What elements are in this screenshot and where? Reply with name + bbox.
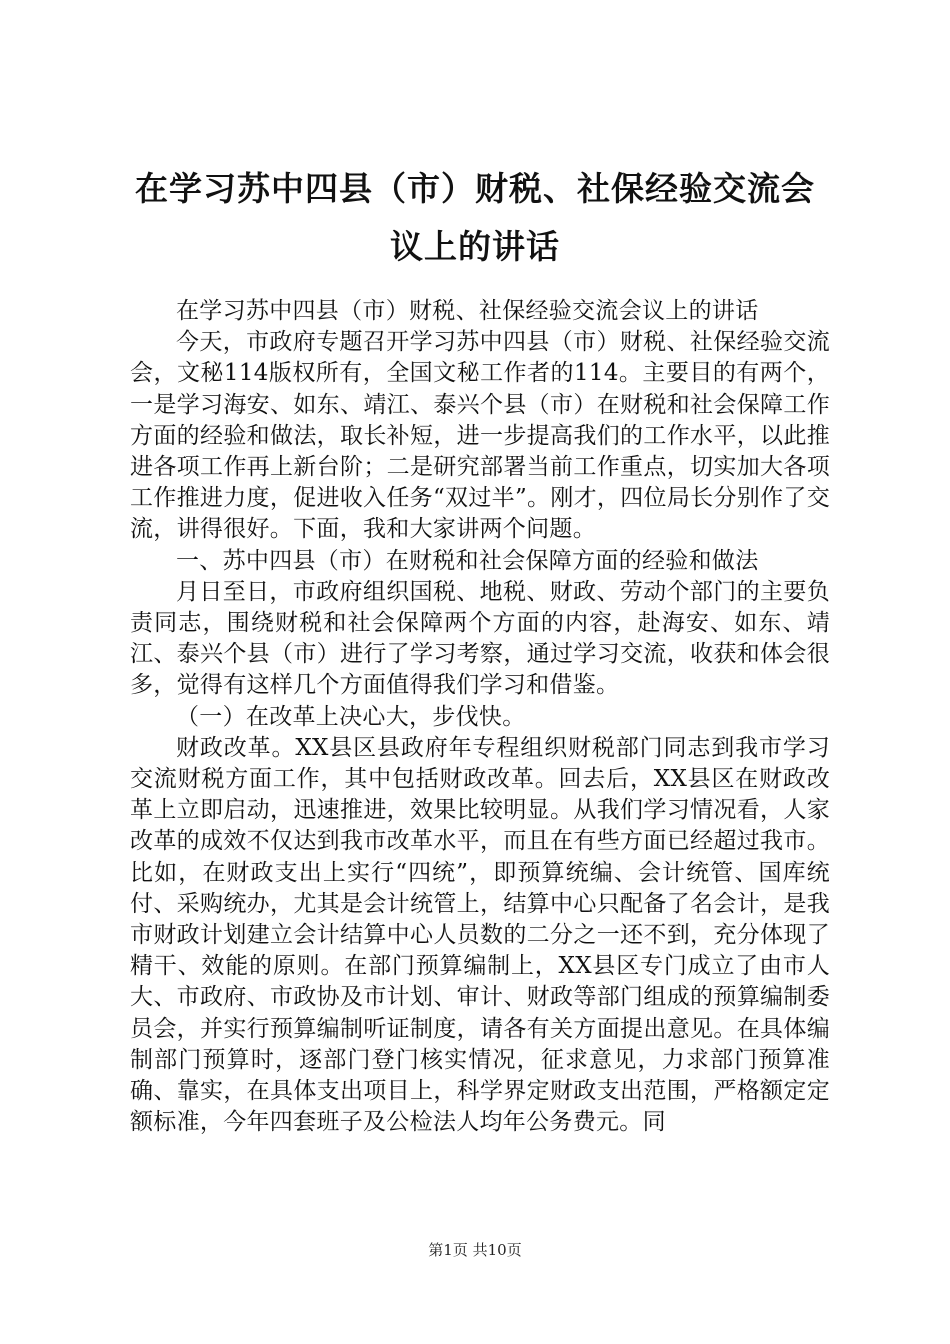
document-body: [130, 296, 830, 1138]
title-line-2: 议上的讲话: [390, 227, 560, 266]
section-heading-1: 一、苏中四县（市）在财税和社会保障方面的经验和做法: [176, 547, 759, 574]
title-line-1: 在学习苏中四县（市）财税、社保经验交流会: [135, 169, 815, 208]
paragraph-study-trip: 月日至日，市政府组织国税、地税、财政、劳动个部门的主要负责同志，围绕财税和社会保障两个方面的内容，赴海安、如东、靖江、泰兴个县（市）进行了学习考察，通过学习交流，收获和体会很多，觉得有这样几个方面值得我们学习和借鉴。: [130, 578, 830, 699]
page-footer: 第1页 共10页: [428, 1241, 522, 1259]
paragraph-intro: 今天，市政府专题召开学习苏中四县（市）财税、社保经验交流会，文秘114版权所有，全国文秘工作者的114。主要目的有两个，一是学习海安、如东、靖江、泰兴个县（市）在财税和社会保障工作方面的经验和做法，取长补短，进一步提高我们的工作水平，以此推进各项工作再上新台阶；二是研究部署当前工作重点，切实加大各项工作推进力度，促进收入任务“双过半”。刚才，四位局长分别作了交流，讲得很好。下面，我和大家讲两个问题。: [130, 329, 830, 543]
paragraph-fiscal-reform: 财政改革。XX县区县政府年专程组织财税部门同志到我市学习交流财税方面工作，其中包括财政改革。回去后，XX县区在财政改革上立即启动，迅速推进，效果比较明显。从我们学习情况看，人家改革的成效不仅达到我市改革水平，而且在有些方面已经超过我市。比如，在财政支出上实行“四统”，即预算统编、会计统管、国库统付、采购统办，尤其是会计统管上，结算中心只配备了名会计，是我市财政计划建立会计结算中心人员数的二分之一还不到，充分体现了精干、效能的原则。在部门预算编制上，XX县区专门成立了由市人大、市政府、市政协及市计划、审计、财政等部门组成的预算编制委员会，并实行预算编制听证制度，请各有关方面提出意见。在具体编制部门预算时，逐部门登门核实情况，征求意见，力求部门预算准确、靠实，在具体支出项目上，科学界定财政支出范围，严格额定定额标准，今年四套班子及公检法人均年公务费元。同: [130, 734, 830, 1136]
document-title: [110, 160, 840, 276]
subsection-heading-1: （一）在改革上决心大，步伐快。: [176, 703, 526, 730]
paragraph-subtitle: 在学习苏中四县（市）财税、社保经验交流会议上的讲话: [176, 298, 759, 324]
